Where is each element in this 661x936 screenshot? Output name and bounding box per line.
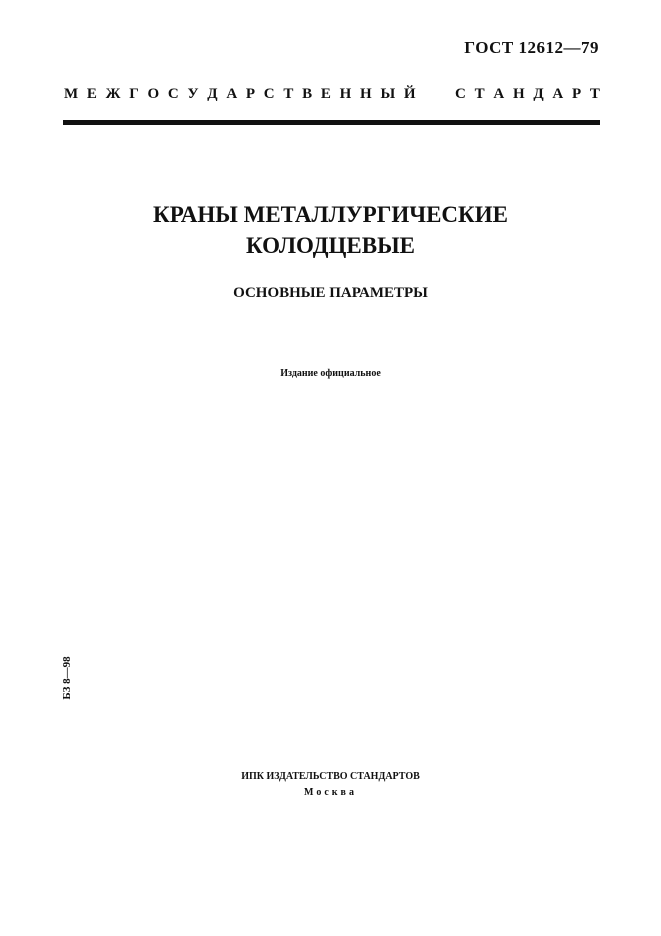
standard-type-letter: Р [245, 86, 256, 102]
standard-type-letter: Н [360, 86, 372, 102]
standard-type-letter: Д [533, 86, 544, 102]
document-subtitle: ОСНОВНЫЕ ПАРАМЕТРЫ [233, 285, 428, 301]
standard-type-letter: С [167, 86, 179, 102]
standard-type-letter: Д [207, 86, 218, 102]
standard-type-letter: Т [589, 86, 600, 102]
document-title [0, 199, 661, 261]
standard-type-letter: Н [512, 86, 525, 102]
publisher-city: Москва [304, 787, 357, 798]
document-title-line-1: КРАНЫ МЕТАЛЛУРГИЧЕСКИЕ [153, 202, 508, 227]
side-code [57, 650, 77, 706]
side-code-text: БЗ 8—98 [61, 656, 73, 700]
publisher-name: ИПК ИЗДАТЕЛЬСТВО СТАНДАРТОВ [241, 771, 420, 782]
standard-type-letter: С [263, 86, 275, 102]
standard-type-letter: Р [572, 86, 582, 102]
standard-type-letter: Ж [105, 86, 121, 102]
standard-type-letter: В [302, 86, 313, 102]
document-title-line-2: КОЛОДЦЕВЫЕ [245, 233, 416, 258]
standard-type-letter: А [226, 86, 238, 102]
standard-type-gap [424, 86, 446, 103]
standard-type-letter: Г [129, 86, 139, 102]
standard-number: ГОСТ 12612—79 [464, 38, 599, 57]
standard-type-letter: Н [339, 86, 352, 102]
header-rule [63, 120, 600, 125]
standard-type-letter: Е [320, 86, 331, 102]
standard-type-letter: Ы [380, 86, 396, 102]
standard-type-heading [64, 86, 600, 103]
standard-type-letter: Т [474, 86, 485, 102]
standard-type-letter: А [493, 86, 505, 102]
standard-type-letter: А [552, 86, 564, 102]
standard-type-letter: О [147, 86, 160, 102]
standard-type-letter: Е [86, 86, 97, 102]
standard-type-letter: М [64, 86, 79, 102]
standard-type-letter: Й [403, 86, 416, 102]
edition-note: Издание официальное [280, 368, 381, 379]
standard-type-letter: С [455, 86, 466, 102]
standard-type-letter: У [187, 86, 199, 102]
standard-type-letter: Т [283, 86, 294, 102]
